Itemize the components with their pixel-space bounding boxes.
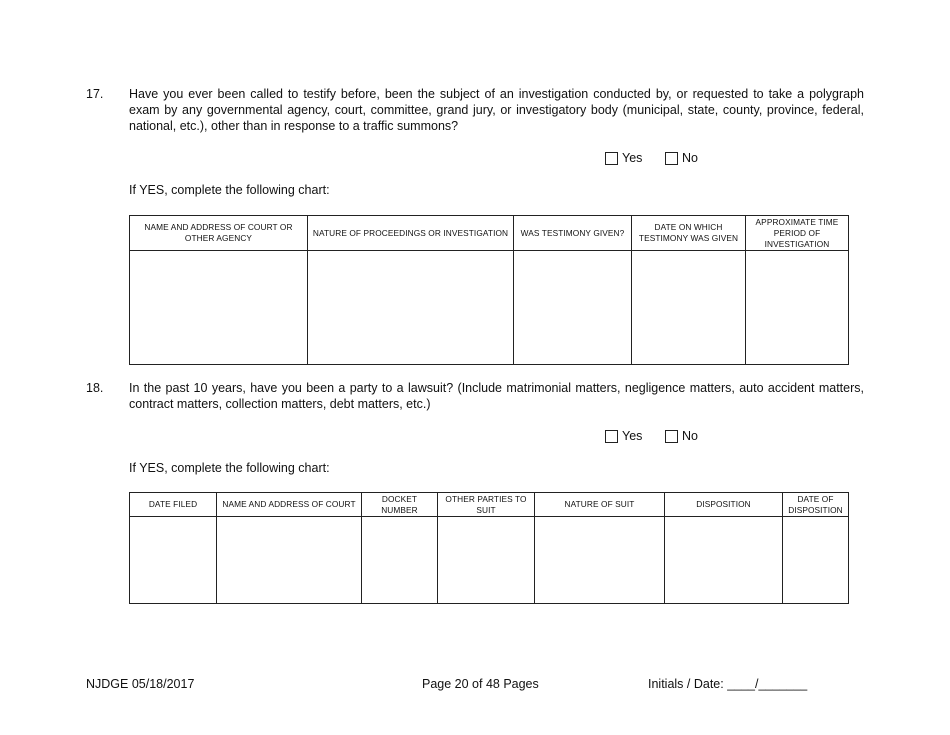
question-17-number: 17.	[86, 87, 104, 101]
q17-col-nature-proceedings: NATURE OF PROCEEDINGS OR INVESTIGATION	[308, 216, 514, 251]
q17-cell-time-period[interactable]	[746, 251, 849, 365]
q18-col-court-address: NAME AND ADDRESS OF COURT	[217, 493, 362, 517]
q18-yes-checkbox[interactable]	[605, 430, 618, 443]
q18-chart-table	[129, 492, 849, 604]
q18-col-disposition: DISPOSITION	[665, 493, 783, 517]
q18-cell-date-filed[interactable]	[130, 517, 217, 604]
q17-chart-header-row	[130, 216, 849, 251]
q18-col-other-parties: OTHER PARTIES TO SUIT	[438, 493, 535, 517]
question-17-text: Have you ever been called to testify before, been the subject of an investigation conducted by, or requested to take a polygraph exam by any governmental agency, court, committee, grand jury, or investigatory body (municipal, state, county, province, federal, national, etc.), other than in response to a traffic summons?	[129, 87, 864, 133]
q18-yes-label: Yes	[622, 429, 643, 443]
footer-initials-date[interactable]: Initials / Date: ____/_______	[648, 677, 808, 691]
q18-cell-court-address[interactable]	[217, 517, 362, 604]
q18-col-date-disposition: DATE OF DISPOSITION	[783, 493, 849, 517]
q18-no-checkbox[interactable]	[665, 430, 678, 443]
q17-if-yes-instruction: If YES, complete the following chart:	[129, 183, 330, 197]
q18-yes-option[interactable]	[605, 429, 642, 443]
q17-yes-checkbox[interactable]	[605, 152, 618, 165]
q17-col-testimony-given: WAS TESTIMONY GIVEN?	[514, 216, 632, 251]
q18-col-nature-suit: NATURE OF SUIT	[535, 493, 665, 517]
q17-cell-testimony-given[interactable]	[514, 251, 632, 365]
q17-cell-court-agency[interactable]	[130, 251, 308, 365]
q17-no-checkbox[interactable]	[665, 152, 678, 165]
q18-col-date-filed: DATE FILED	[130, 493, 217, 517]
q17-col-time-period: APPROXIMATE TIME PERIOD OF INVESTIGATION	[746, 216, 849, 251]
q18-chart-header-row	[130, 493, 849, 517]
q17-no-label: No	[682, 151, 698, 165]
q17-chart-entry-row	[130, 251, 849, 365]
question-18-number: 18.	[86, 381, 104, 395]
q18-no-label: No	[682, 429, 698, 443]
q17-cell-nature-proceedings[interactable]	[308, 251, 514, 365]
q18-cell-docket-number[interactable]	[362, 517, 438, 604]
q18-no-option[interactable]	[665, 429, 698, 443]
q17-col-date-testimony: DATE ON WHICH TESTIMONY WAS GIVEN	[632, 216, 746, 251]
footer-form-id: NJDGE 05/18/2017	[86, 677, 195, 691]
q17-chart-table	[129, 215, 849, 365]
q18-cell-date-disposition[interactable]	[783, 517, 849, 604]
q18-if-yes-instruction: If YES, complete the following chart:	[129, 461, 330, 475]
q18-chart-entry-row	[130, 517, 849, 604]
q18-col-docket-number: DOCKET NUMBER	[362, 493, 438, 517]
question-18-text: In the past 10 years, have you been a party to a lawsuit? (Include matrimonial matters, negligence matters, auto accident matters, contract matters, collection matters, debt matters, etc.)	[129, 381, 864, 411]
q18-cell-other-parties[interactable]	[438, 517, 535, 604]
footer-page-number: Page 20 of 48 Pages	[422, 677, 539, 691]
q18-cell-nature-suit[interactable]	[535, 517, 665, 604]
q17-col-court-agency: NAME AND ADDRESS OF COURT OR OTHER AGENCY	[130, 216, 308, 251]
q17-cell-date-testimony[interactable]	[632, 251, 746, 365]
q17-yes-option[interactable]	[605, 151, 642, 165]
q17-no-option[interactable]	[665, 151, 698, 165]
q17-yes-label: Yes	[622, 151, 643, 165]
q18-cell-disposition[interactable]	[665, 517, 783, 604]
